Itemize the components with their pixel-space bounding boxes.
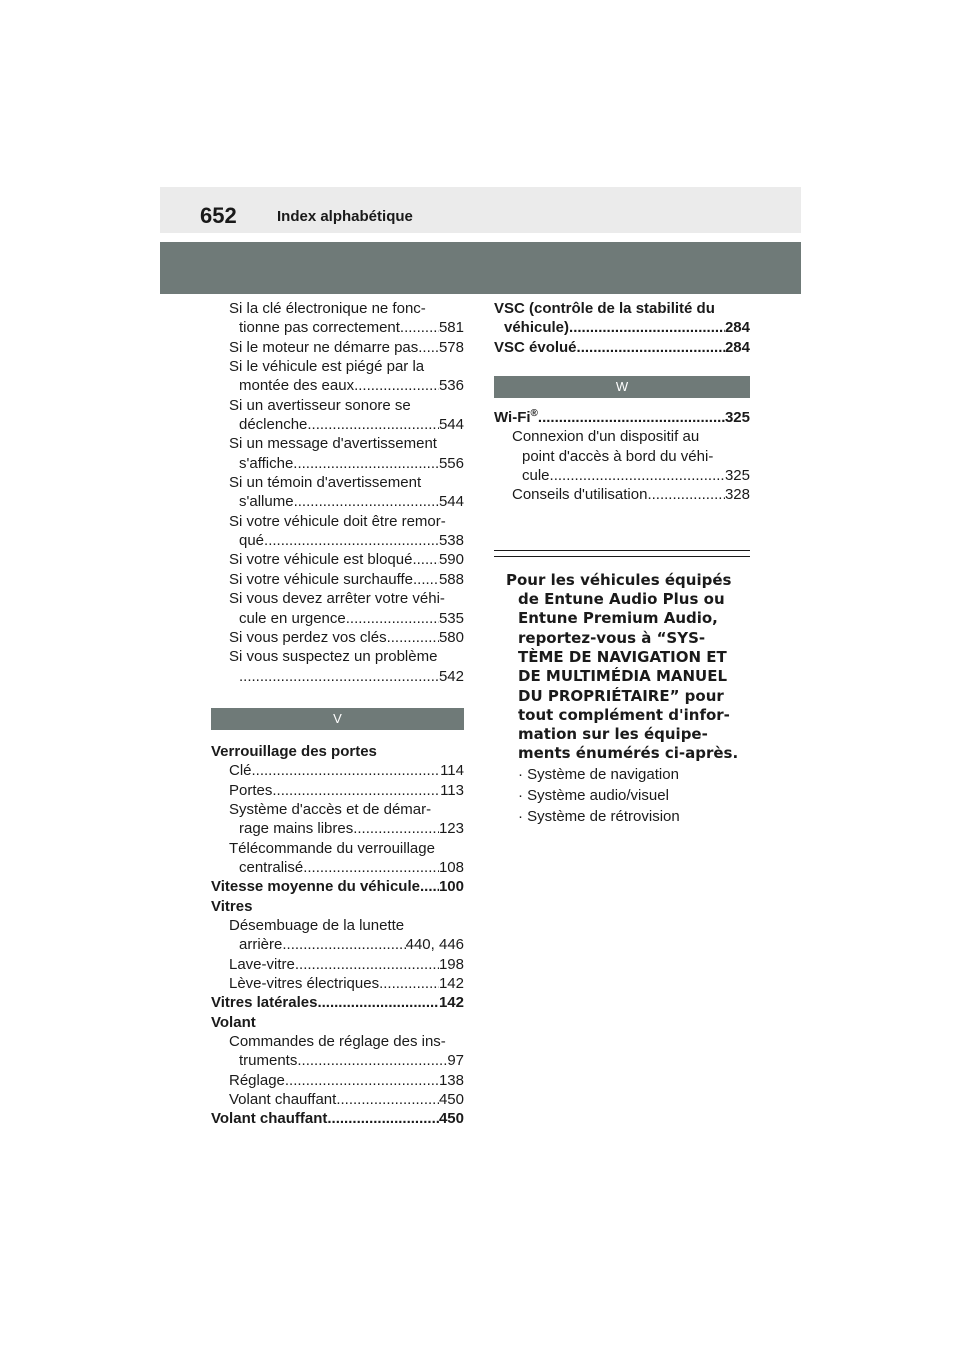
entry-line — [211, 415, 464, 434]
page-ref: 544 — [438, 416, 464, 434]
entry-label: Lève-vitres électriques — [229, 975, 380, 992]
entry-line: Si le véhicule est piégé par la — [229, 358, 425, 376]
entry-line: Si un témoin d'avertissement — [229, 474, 422, 492]
entry-line — [494, 466, 750, 485]
index-entry-main — [211, 993, 464, 1012]
leader-dots — [353, 819, 439, 838]
entry-label: Portes — [229, 781, 273, 799]
section-band — [160, 242, 801, 294]
leader-dots — [303, 858, 439, 877]
entry-line — [211, 531, 464, 550]
page-ref: 536 — [438, 377, 464, 395]
leader-dots — [282, 935, 405, 954]
index-entry-main — [494, 408, 750, 427]
index-entry — [211, 761, 464, 780]
entry-label: tionne pas correctement — [239, 319, 400, 337]
entry-line: Si la clé électronique ne fonc- — [229, 300, 426, 317]
index-entry-main — [211, 877, 464, 896]
note-line: mation sur les équipe- — [518, 725, 708, 744]
leader-dots — [354, 376, 439, 395]
entry-label: Si votre véhicule est bloqué — [229, 551, 413, 569]
entry-line: Si vous devez arrêter votre véhi- — [229, 590, 445, 608]
index-entry — [211, 839, 464, 878]
leader-dots — [346, 609, 439, 628]
index-entry — [211, 512, 464, 551]
entry-label: s'allume — [239, 493, 294, 511]
note-bullet-item: · Système audio/visuel — [518, 786, 669, 804]
entry-line — [211, 667, 464, 686]
entry-label: Vitesse moyenne du véhicule — [211, 878, 420, 896]
leader-dots — [293, 454, 439, 473]
index-entry — [211, 570, 464, 589]
index-entry-main — [211, 1109, 464, 1128]
page-ref: 542 — [438, 667, 464, 685]
note-line: DE MULTIMÉDIA MANUEL — [518, 667, 728, 686]
entry-label: Réglage — [229, 1071, 285, 1089]
note-bullet-item: · Système de rétrovision — [518, 807, 680, 825]
index-entry-main — [211, 897, 464, 916]
entry-label: cule en urgence — [239, 609, 346, 627]
entry-line: Si vous suspectez un problème — [229, 648, 438, 666]
leader-dots — [538, 408, 725, 427]
index-entry — [211, 434, 464, 473]
entry-label: qué — [239, 532, 265, 550]
header-band — [160, 187, 801, 233]
page-ref: 590 — [438, 551, 464, 569]
entry-label: Lave-vitre — [229, 955, 295, 973]
leader-dots — [272, 781, 440, 800]
leader-dots — [379, 974, 439, 993]
entry-line: Si votre véhicule doit être remor- — [229, 512, 446, 530]
leader-dots — [412, 550, 439, 569]
index-entry — [211, 800, 464, 839]
page-ref: 578 — [438, 338, 464, 356]
entry-label: Si votre véhicule surchauffe — [229, 570, 413, 588]
note-box — [494, 571, 750, 764]
entry-line: Connexion d'un dispositif au — [512, 428, 700, 446]
page-ref: 450 — [438, 1110, 464, 1128]
index-entry — [211, 338, 464, 357]
page-ref: 100 — [438, 878, 464, 896]
page-ref: 325 — [724, 467, 750, 485]
entry-line — [211, 376, 464, 395]
entry-label: s'affiche — [239, 454, 294, 472]
page-ref: 450 — [438, 1091, 464, 1109]
leader-dots — [413, 570, 439, 589]
index-entry-main — [211, 742, 464, 761]
leader-dots — [252, 761, 441, 780]
page-ref: 556 — [438, 454, 464, 472]
entry-line: Si un message d'avertissement — [229, 435, 437, 453]
page-ref: 198 — [438, 955, 464, 973]
entry-label: déclenche — [239, 416, 308, 434]
page-ref: 284 — [724, 319, 750, 337]
page-ref: 113 — [440, 781, 464, 799]
leader-dots — [307, 415, 439, 434]
note-line: Entune Premium Audio, — [518, 609, 718, 628]
note-line: DU PROPRIÉTAIRE” pour — [518, 686, 724, 705]
entry-line — [211, 454, 464, 473]
entry-label: Si vous perdez vos clés — [229, 628, 387, 646]
entry-line — [494, 318, 750, 337]
index-entry-main — [494, 299, 750, 338]
leader-dots — [550, 466, 725, 485]
entry-label: Vitres latérales — [211, 994, 318, 1012]
entry-line: Si un avertisseur sonore se — [229, 396, 411, 414]
page-title: Index alphabétique — [277, 208, 413, 225]
entry-line: point d'accès à bord du véhi- — [522, 447, 714, 465]
page-ref: 114 — [440, 762, 464, 780]
page-ref: 538 — [438, 532, 464, 550]
page-ref: 142 — [438, 994, 464, 1012]
page-ref: 440, 446 — [405, 936, 464, 954]
leader-dots — [317, 993, 439, 1012]
entry-label: véhicule) — [504, 319, 570, 337]
entry-line — [211, 1051, 464, 1070]
index-entry-main — [211, 1013, 464, 1032]
index-entry — [211, 589, 464, 628]
note-line: tout complément d'infor- — [518, 705, 730, 724]
index-entry — [494, 485, 750, 504]
leader-dots — [285, 1071, 439, 1090]
entry-line — [211, 492, 464, 511]
index-column-left — [211, 299, 464, 1129]
entry-label — [494, 408, 538, 427]
leader-dots — [420, 877, 439, 896]
page-ref: 138 — [438, 1071, 464, 1089]
page-ref: 588 — [438, 570, 464, 588]
leader-dots — [418, 338, 439, 357]
index-entry — [211, 974, 464, 993]
note-line: de Entune Audio Plus ou — [518, 590, 725, 609]
entry-line — [211, 858, 464, 877]
entry-line — [211, 819, 464, 838]
index-entry — [211, 628, 464, 647]
index-entry — [211, 781, 464, 800]
page-ref: 97 — [447, 1052, 464, 1070]
entry-label: Clé — [229, 762, 252, 780]
page-ref: 325 — [724, 409, 750, 427]
page-ref: 123 — [438, 820, 464, 838]
leader-dots — [336, 1090, 439, 1109]
entry-label: Volant chauffant — [229, 1091, 337, 1109]
page-ref: 108 — [438, 858, 464, 876]
letter-heading-v: V — [211, 708, 464, 730]
index-column-right — [494, 299, 750, 827]
note-line: ments énumérés ci-après. — [518, 744, 739, 763]
index-entry — [211, 299, 464, 338]
entry-label: VSC évolué — [494, 338, 577, 356]
index-entry — [494, 427, 750, 485]
page-ref: 142 — [438, 975, 464, 992]
index-entry — [211, 916, 464, 955]
page-ref: 544 — [438, 493, 464, 511]
entry-line — [211, 609, 464, 628]
page-ref: 328 — [724, 486, 750, 504]
leader-dots — [295, 955, 439, 974]
note-line: Pour les véhicules équipés — [506, 570, 732, 589]
note-line: TÈME DE NAVIGATION ET — [518, 647, 727, 666]
leader-dots — [297, 1051, 447, 1070]
entry-label: Volant chauffant — [211, 1110, 328, 1128]
leader-dots — [239, 667, 439, 686]
index-entry — [211, 550, 464, 569]
index-entry — [211, 1032, 464, 1071]
entry-line: Télécommande du verrouillage — [229, 839, 435, 857]
entry-label: truments — [239, 1052, 298, 1070]
entry-label: Conseils d'utilisation — [512, 486, 648, 504]
entry-label: Si le moteur ne démarre pas — [229, 338, 419, 356]
wifi-label: Wi-Fi — [494, 409, 531, 427]
index-entry-main — [494, 338, 750, 357]
letter-heading-w: W — [494, 376, 750, 398]
entry-line: Désembuage de la lunette — [229, 916, 405, 934]
entry-label: centralisé — [239, 858, 304, 876]
entry-line: Système d'accès et de démar- — [229, 800, 432, 818]
entry-label: rage mains libres — [239, 820, 354, 838]
index-entry — [211, 647, 464, 686]
page-ref: 535 — [438, 609, 464, 627]
entry-label: cule — [522, 467, 550, 485]
note-bullet-item: · Système de navigation — [518, 765, 679, 783]
leader-dots — [647, 485, 725, 504]
leader-dots — [387, 628, 439, 647]
entry-line — [211, 935, 464, 954]
entry-line: Commandes de réglage des ins- — [229, 1033, 446, 1051]
page-number: 652 — [200, 203, 237, 228]
leader-dots — [264, 531, 439, 550]
registered-mark: ® — [530, 408, 538, 420]
note-line: reportez-vous à “SYS- — [518, 628, 706, 647]
index-entry — [211, 955, 464, 974]
entry-label: arrière — [239, 936, 283, 954]
index-entry — [211, 396, 464, 435]
index-entry — [211, 1090, 464, 1109]
page-ref: 284 — [724, 338, 750, 356]
entry-label: montée des eaux — [239, 377, 355, 395]
leader-dots — [327, 1109, 439, 1128]
entry-label: Verrouillage des portes — [211, 742, 377, 760]
entry-label: Vitres — [211, 897, 253, 915]
leader-dots — [569, 318, 725, 337]
entry-line: VSC (contrôle de la stabilité du — [494, 300, 715, 317]
leader-dots — [577, 338, 725, 357]
index-entry — [211, 473, 464, 512]
index-entry — [211, 1071, 464, 1090]
leader-dots — [400, 318, 439, 337]
entry-line — [211, 318, 464, 337]
entry-label: Volant — [211, 1013, 256, 1031]
page-ref: 580 — [438, 628, 464, 646]
index-entry — [211, 357, 464, 396]
leader-dots — [294, 492, 439, 511]
page-ref: 581 — [438, 319, 464, 337]
note-divider — [494, 550, 750, 557]
